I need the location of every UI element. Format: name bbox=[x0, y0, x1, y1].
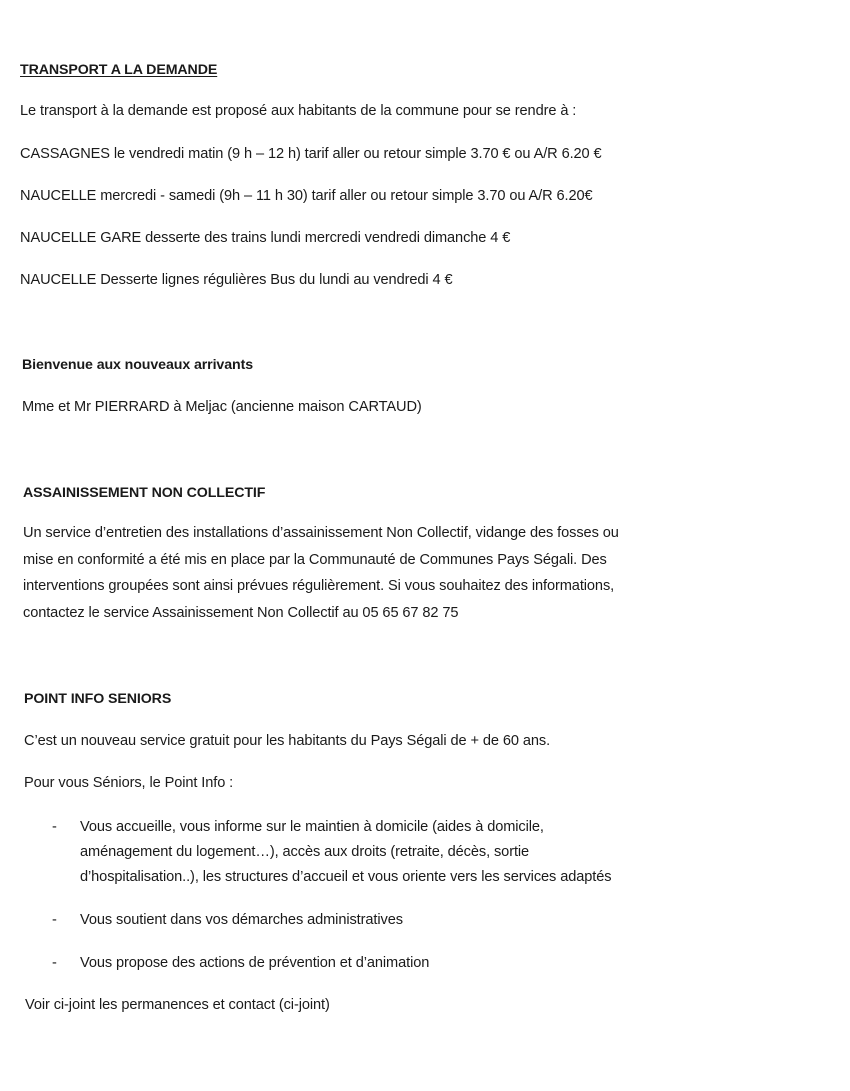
list-item-line: d’hospitalisation..), les structures d’accueil et vous oriente vers les services adaptés bbox=[80, 869, 612, 885]
section-heading-seniors: POINT INFO SENIORS bbox=[24, 691, 172, 707]
sanitation-line: mise en conformité a été mis en place par la Communauté de Communes Pays Ségali. Des bbox=[23, 552, 607, 568]
seniors-intro: C’est un nouveau service gratuit pour les habitants du Pays Ségali de + de 60 ans. bbox=[24, 733, 551, 749]
seniors-lead: Pour vous Séniors, le Point Info : bbox=[24, 775, 234, 791]
bullet-dash: - bbox=[52, 912, 57, 928]
transport-line-naucelle-bus: NAUCELLE Desserte lignes régulières Bus du lundi au vendredi 4 € bbox=[20, 272, 453, 288]
welcome-text: Mme et Mr PIERRARD à Meljac (ancienne maison CARTAUD) bbox=[22, 399, 422, 415]
transport-line-naucelle: NAUCELLE mercredi - samedi (9h – 11 h 30) tarif aller ou retour simple 3.70 ou A/R 6.20€ bbox=[20, 188, 593, 204]
transport-line-naucelle-gare: NAUCELLE GARE desserte des trains lundi mercredi vendredi dimanche 4 € bbox=[20, 230, 511, 246]
sanitation-phone-line: contactez le service Assainissement Non Collectif au 05 65 67 82 75 bbox=[23, 605, 459, 621]
seniors-footer: Voir ci-joint les permanences et contact (ci-joint) bbox=[25, 997, 330, 1013]
section-heading-sanitation: ASSAINISSEMENT NON COLLECTIF bbox=[23, 485, 266, 501]
transport-intro: Le transport à la demande est proposé aux habitants de la commune pour se rendre à : bbox=[20, 103, 577, 119]
bullet-dash: - bbox=[52, 955, 57, 971]
list-item-line: Vous accueille, vous informe sur le maintien à domicile (aides à domicile, bbox=[80, 819, 544, 835]
bullet-dash: - bbox=[52, 819, 57, 835]
section-heading-welcome: Bienvenue aux nouveaux arrivants bbox=[22, 357, 253, 373]
sanitation-line: interventions groupées sont ainsi prévues régulièrement. Si vous souhaitez des informations, bbox=[23, 578, 615, 594]
list-item-line: aménagement du logement…), accès aux droits (retraite, décès, sortie bbox=[80, 844, 530, 860]
list-item-line: Vous propose des actions de prévention et d’animation bbox=[80, 955, 430, 971]
list-item-line: Vous soutient dans vos démarches administratives bbox=[80, 912, 403, 928]
sanitation-line: Un service d’entretien des installations d’assainissement Non Collectif, vidange des fosses ou bbox=[23, 525, 619, 541]
transport-line-cassagnes: CASSAGNES le vendredi matin (9 h – 12 h) tarif aller ou retour simple 3.70 € ou A/R 6.20 € bbox=[20, 146, 602, 162]
section-heading-transport: TRANSPORT A LA DEMANDE bbox=[20, 62, 218, 78]
